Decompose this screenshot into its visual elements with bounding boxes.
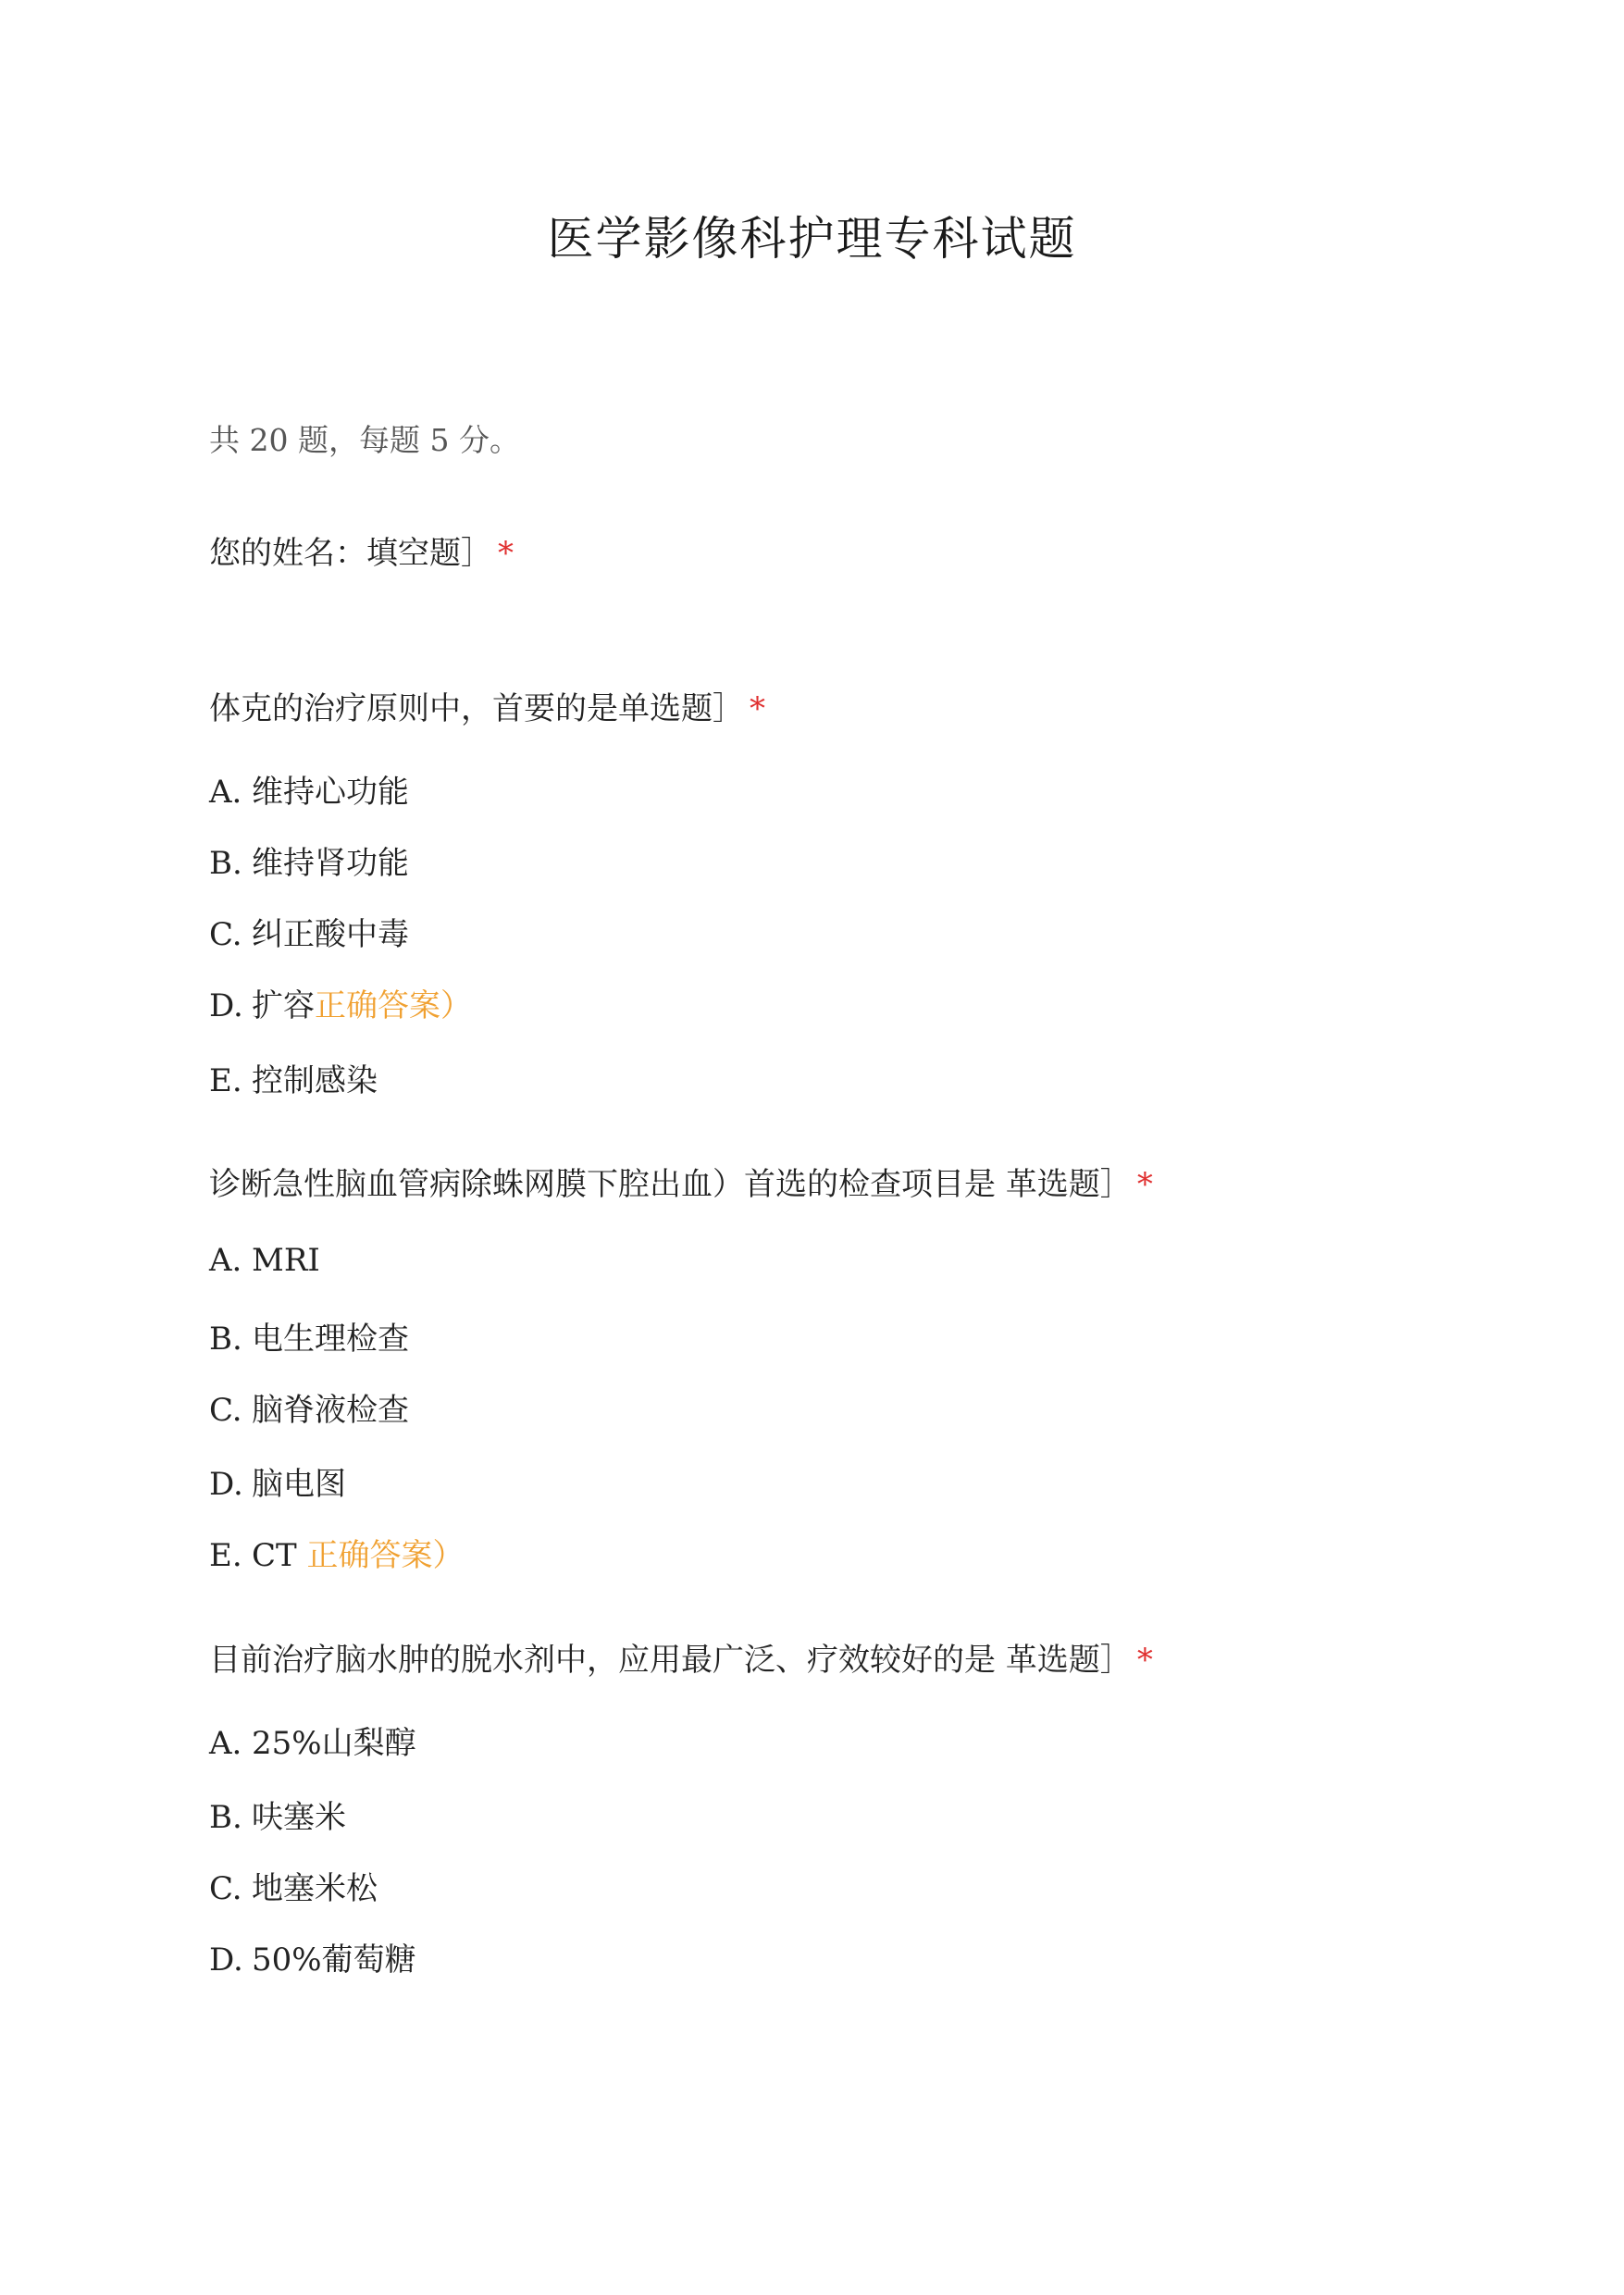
- question-text: 您的姓名：填空题］: [209, 535, 492, 572]
- option-item[interactable]: [209, 837, 409, 883]
- option-text: 维持心功能: [252, 774, 409, 811]
- option-text: 电生理检查: [252, 1321, 409, 1358]
- question-3: [209, 1634, 1153, 1680]
- option-item[interactable]: [209, 1934, 416, 1979]
- option-text: 控制感染: [252, 1062, 378, 1099]
- question-text: 体克的治疗原则中，首要的是单选题］: [209, 690, 744, 727]
- option-text: MRI: [252, 1242, 320, 1279]
- option-letter: C.: [209, 1870, 242, 1907]
- option-item[interactable]: [209, 1718, 416, 1763]
- option-text: 50%葡萄糖: [252, 1941, 416, 1979]
- option-letter: B.: [209, 1799, 242, 1836]
- required-mark: *: [498, 535, 514, 572]
- option-item[interactable]: [209, 1242, 320, 1279]
- option-text: 呋塞米: [252, 1799, 346, 1836]
- option-letter: E.: [209, 1537, 242, 1574]
- option-letter: A.: [209, 1242, 242, 1279]
- option-text: 纠正酸中毒: [252, 916, 409, 953]
- option-item[interactable]: [209, 1458, 346, 1504]
- option-item[interactable]: [209, 1055, 378, 1100]
- option-letter: B.: [209, 1321, 242, 1358]
- option-item[interactable]: [209, 1792, 346, 1837]
- option-letter: B.: [209, 845, 242, 882]
- option-text: 扩容: [252, 987, 315, 1024]
- option-text: 维持肾功能: [252, 845, 409, 882]
- option-letter: D.: [209, 1466, 243, 1503]
- option-letter: C.: [209, 916, 242, 953]
- option-item[interactable]: [209, 909, 409, 954]
- option-item[interactable]: [209, 1313, 409, 1358]
- option-text: 脑脊液检查: [252, 1392, 409, 1429]
- question-2: [209, 1159, 1153, 1204]
- required-mark: *: [1136, 1166, 1153, 1203]
- name-field-label: [209, 527, 514, 573]
- option-letter: D.: [209, 1941, 243, 1979]
- option-item[interactable]: [209, 980, 472, 1025]
- option-letter: A.: [209, 1725, 242, 1762]
- option-item[interactable]: [209, 1863, 378, 1908]
- option-letter: D.: [209, 987, 243, 1024]
- option-text: 25%山梨醇: [252, 1725, 416, 1762]
- option-letter: E.: [209, 1062, 242, 1099]
- option-text: 脑电图: [252, 1466, 346, 1503]
- question-text: 目前治疗脑水肿的脱水剂中，应用最广泛、疗效较好的是 革选题］: [209, 1642, 1132, 1679]
- page-title: 医学影像科护理专科试题: [547, 212, 1077, 266]
- option-text: CT: [252, 1537, 307, 1574]
- question-text: 诊断急性脑血管病除蛛网膜下腔出血）首选的检查项目是 革选题］: [209, 1166, 1132, 1203]
- exam-intro: 共 20 题，每题 5 分。: [209, 422, 520, 458]
- option-text: 地塞米松: [252, 1870, 378, 1907]
- option-item[interactable]: [209, 766, 409, 812]
- answer-note: 正确答案）: [315, 987, 472, 1024]
- answer-note: 正确答案）: [306, 1537, 465, 1574]
- option-letter: A.: [209, 774, 242, 811]
- required-mark: *: [750, 690, 765, 727]
- required-mark: *: [1136, 1642, 1153, 1679]
- option-letter: C.: [209, 1392, 242, 1429]
- question-1: [209, 683, 765, 728]
- option-item[interactable]: [209, 1384, 409, 1430]
- option-item[interactable]: [209, 1530, 465, 1575]
